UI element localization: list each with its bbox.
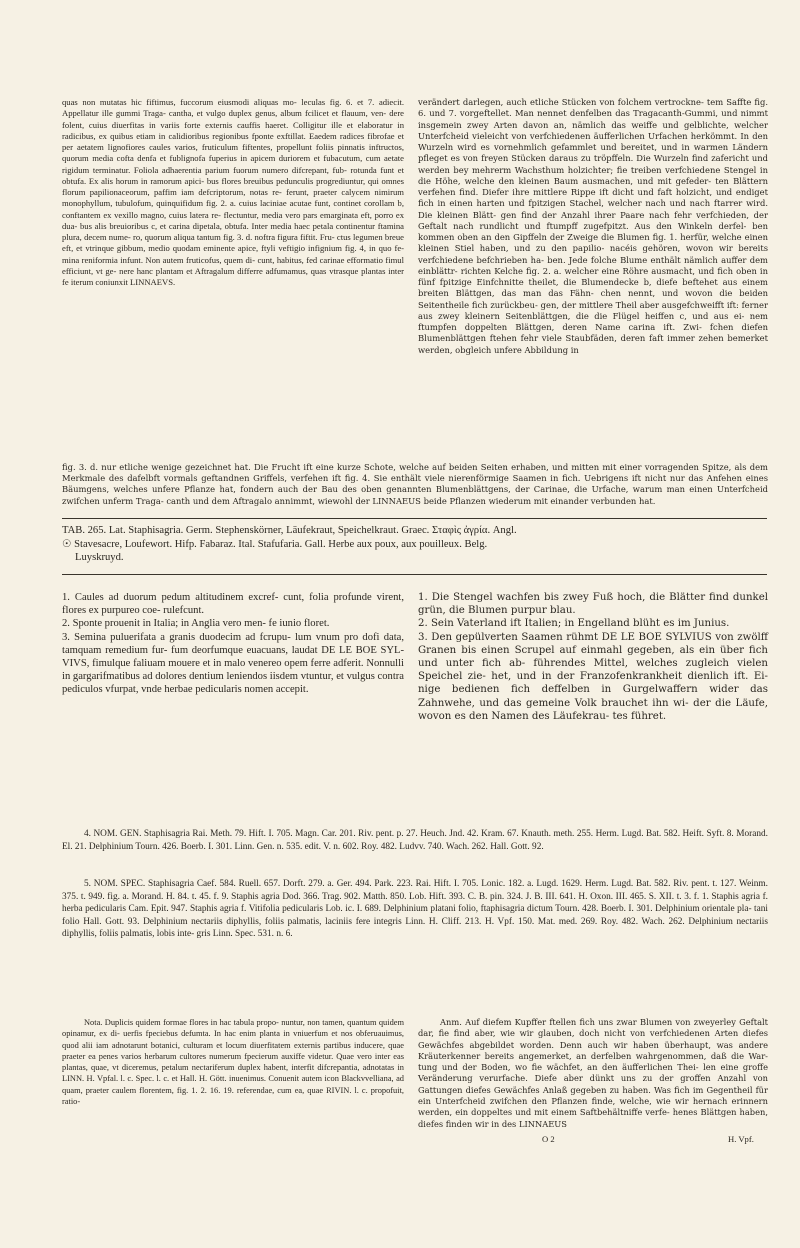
nomen-genericum: 4. NOM. GEN. Staphisagria Rai. Meth. 79. Hift. I. 705. Magn. Car. 201. Riv. pent. p. 27. Heuch. Jnd. 42. Kram. 67. Knauth. meth. 255. Herm. Lugd. Bat. 582. Heift. Syft. 8. Morand. El. 21. Delphinium Tourn. 426. Boerb. I. 301. Linn. Gen. n. 535. edit. V. n. 602. Roy. 482. Ludvv. 740. Wach. 262. Hall. Gott. 92. [62, 829, 768, 852]
signature-mark: O 2 [542, 1134, 555, 1144]
german-sections: 1. Die Stengel wachfen bis zwey Fuß hoch, die Blätter find dunkel grün, die Blumen purpur blau. 2. Sein Vaterland ift Italien; in Engelland blüht es im Junius. 3. Den gepülverten Saamen rühmt DE LE BOE SYLVIUS von zwölff Granen bis einen Scrupel auf einmahl gegeben, als ein über fich und unter fich ab- führendes Mittel, welches zugleich vielen Speichel zie- het, und in der Franzofenkrankheit dienlich ift. Ei- nige bedienen fich deffelben in Gurgelwaffern wider das Zahnwehe, und das gemeine Volk brauchet ihn wi- der die Läufe, wovon es den Namen des Läufekrau- tes führet. [418, 592, 768, 722]
top-latin-column: quas non mutatas hic fiftimus, fuccorum eiusmodi aliquas mo- leculas fig. 6. et 7. adiecit. Appellatur ille gummi Traga- cantha, et vulgo duplex genus, album fcilicet et flauum, ven- dere folent, cuius diuerfitas in variis forte externis cauffis haeret. Colligitur ille et elaboratur in radicibus, ex quibus etiam in calidioribus regionibus fponte exftillat. Eaedem radices fibrofae et per aetatem lignofiores caules varios, fruticulum fiftentes, propellunt foliis pinnatis inftructos, quorum media cofta denfa et fublignofa fuperius in apicem duriorem et fubacutum, cum aetate rigidum terminatur. Foliola adhaerentia parium fuorum numero difcrepant, fub- rotunda funt et obtufa. Ex alis horum in ramorum apici- bus flores breuibus pedunculis progrediuntur, qui omnes florum papilionaceorum, paffim iam defcriptorum, notas re- ferunt, praeter calycem nimirum monophyllum, tubulofum, quinquifidum fig. 2. a. cuius laciniae acutae funt, continet corollam b, conftantem ex vexillo magno, cuius latera re- flectuntur, media vero pars emarginata eft, porro ex dua- bus alis breuioribus c, et carina dipetala, obtufa. Inter media haec petala continentur ftamina plura, decem nume- ro, quorum aliqua tantum fig. 3. d. noftra figura fiftit. Fru- ctus legumen breue eft, et vtrinque gibbum, medio quodam eminente apice, ftyli veftigio infignium fig. 4, in quo fe- mina reniformia infunt. Non autem fruticofus, quem di- cunt, habitus, fed carinae efformatio fimul efficiunt, vt ge- nere hanc plantam et Aftragalum differre adfumamus, quas vtrasque plantas inter fe iterum coniunxit LINNAEVS. [62, 97, 404, 287]
top-german-column: verändert darlegen, auch etliche Stücken von folchem vertrockne- tem Saffte fig. 6. und 7. vorgeftellet. Man nennet denfelben das Tragacanth-Gummi, und nimmt insgemein zwey Arten davon an, nämlich das weiffe und gelblichte, welcher Unterfcheid vieleicht von verfchiedenen äufferlichen Urfachen herkömmt. In den Wurzeln wird es vornehmlich gefammlet und bereitet, und in warmen Ländern pfleget es von freyen Stücken daraus zu tröpffeln. Die Wurzeln find zafericht und werden bey mehrerm Wachsthum holzichter; fie treiben verfchiedene Stengel in die Höhe, welche den kleinen Baum ausmachen, und mit gefeder- ten Blättern verfehen find. Diefer ihre mittlere Rippe ift dicht und faft holzicht, und endiget fich in einen harten und fpitzigen Stachel, welcher nach und nach ftarrer wird. Die kleinen Blätt- gen find der Anzahl ihrer Paare nach fehr verfchieden, der Geftalt nach rundlicht und ftumpff zugefpitzt. Aus den Winkeln derfel- ben kommen oben an den Gipffeln der Zweige die Blumen fig. 1. herfür, welche einen kleinen Stiel haben, und zu den papilio- nacéis gehören, wovon wir bereits verfchiedene befchrieben ha- ben. Jede folche Blume enthält nämlich auffer dem einblättr- richten Kelche fig. 2. a. welcher eine Röhre ausmacht, und fich oben in fünf fpitzige Einfchnitte theilet, die Blumendecke b, diefe beftehet aus einem breiten Blättgen, das man das Fähn- chen nennt, und wovon die beiden Seitentheile fich zurückbeu- gen, der mittlere Theil aber ausgefchweifft ift: ferner aus zwey kleinern Seitenblättgen, die die Flügel heiffen c, und aus ei- nem ftumpfen doppelten Blättgen, deren Name carina ift. Zwi- fchen diefen Blumenblättgen ftehen fehr viele Staubfäden, deren faft immer zehen bemerket werden, obgleich unfere Abbildung in [418, 97, 768, 355]
plate-heading-line-1: TAB. 265. Lat. Staphisagria. Germ. Stephenskörner, Läufekraut, Speichelkraut. Graec. Σταφὶς ἀγρία. Angl. [62, 525, 517, 536]
plate-heading [62, 524, 767, 565]
note-latin: Nota. Duplicis quidem formae flores in hac tabula propo- nuntur, non tamen, quantum quidem opinamur, ex di- uerfis fpeciebus defumta. In hac enim planta in vniuerfum et nos obferuauimus, quod alii iam adnotarunt botanici, culturam et locum diuerfitatem externis partibus inducere, quae praeter ea penes varios herbarum cultores numerum fpecierum auxiffe videtur. Quae vero inter eas plantas, quae, vt diceremus, petalum nectariferum duplex habent, interfit difcrepantia, adnotatas in LINN. H. Vpfal. l. c. Spec. l. c. et Hall. H. Gött. inuenimus. Conuenit autem icon Blackvvelliana, ad quam, praeter caulem florentem, fig. 1. 2. 16. 19. referendae, cum ea, quae RIVIN. l. c. propofuit, ratio- [62, 1018, 404, 1107]
plate-heading-line-3: Luyskruyd. [75, 552, 124, 563]
top-full-width-continuation: fig. 3. d. nur etliche wenige gezeichnet hat. Die Frucht ift eine kurze Schote, welche auf beiden Seiten erhaben, und mitten mit einer vorragenden Spitze, als dem Merkmale des dafelbft vormals geftandnen Griffels, verfehen ift fig. 4. Sie enthält viele nierenförmige Saamen in fich. Uebrigens ift nicht nur das Anfehen eines Bäumgens, welches unfere Pflanze hat, fondern auch der Bau des oben genannten Blumenblättgens, der Carinae, die Urfache, warum man einen Unterfcheid zwifchen unferm Traga- canth und dem Aftragalo annimmt, wiewohl der LINNAEUS beide Pflanzen wiederum mit einander verbunden hat. [62, 462, 768, 506]
latin-sections: 1. Caules ad duorum pedum altitudinem excref- cunt, folia profunde virent, flores ex purpureo coe- rulefcunt. 2. Sponte prouenit in Italia; in Anglia vero men- fe iunio floret. 3. Semina puluerifata a granis duodecim ad fcrupu- lum vnum pro dofi data, tamquam remedium fur- fum deorfumque euacuans, laudat DE LE BOE SYL- VIVS, fimulque faliuam mouere et in malo venereo opem ferre adferit. Nonnulli in gargarifmatibus ad dolores dentium leniendos iisdem vtuntur, et vulgus contra pediculos vfurpat, vnde herbae pedicularis nomen accepit. [62, 592, 404, 696]
divider-top [62, 518, 767, 519]
divider-bottom [62, 574, 767, 575]
catchword: H. Vpf. [728, 1134, 754, 1144]
nomen-specificum: 5. NOM. SPEC. Staphisagria Caef. 584. Ruell. 657. Dorft. 279. a. Ger. 494. Park. 223. Rai. Hift. I. 705. Lonic. 182. a. Lugd. 1629. Herm. Lugd. Bat. 582. Riv. pent. t. 127. Weinm. 375. t. 949. fig. a. Morand. H. 84. t. 45. f. 9. Staphis agria Dod. 366. Trag. 902. Matth. 850. Lob. Hift. 393. C. B. pin. 324. J. B. III. 641. H. Oxon. III. 465. S. XII. t. 3. f. 1. Staphis agria f. herba pedicularis Cam. Epit. 947. Staphis agria f. Vitifolia pedicularis Lob. ic. I. 689. Delphinium platani folio, ftaphisagria dictum Tourn. 428. Boerb. I. 301. Delphinium orientale pla- tani folio Hall. Gott. 93. Delphinium nectariis diphyllis, foliis palmatis, laciniis fere integris Linn. H. Cliff. 213. H. Vpf. 150. Mat. med. 269. Roy. 482. Wach. 262. Delphinium nectariis diphyllis, foliis palmatis, lobis inte- gris Linn. Spec. 531. n. 6. [62, 879, 768, 940]
plate-heading-line-2: ☉ Stavesacre, Loufewort. Hifp. Fabaraz. Ital. Stafufaria. Gall. Herbe aux poux, aux pouilleux. Belg. [62, 538, 488, 550]
note-german: Anm. Auf diefem Kupffer ftellen fich uns zwar Blumen von zweyerley Geftalt dar, fie find aber, wie wir glauben, doch nicht von verfchiedenen Arten diefes Gewächfes abgebildet worden. Denn auch wir haben überhaupt, was andere Kräuterkenner bereits angemerket, an derfelben wahrgenommen, daß die War- tung und der Boden, wo fie wächfet, an den äufferlichen Thei- len eine groffe Veränderung verurfache. Diefe aber dünkt uns zu der groffen Anzahl von Gattungen diefes Gewächfes Anlaß gegeben zu haben. Was fich im Gegentheil für ein Unterfcheid zwifchen den Pflanzen finde, welche, wie wir hernach erinnern werden, ein doppeltes und mit einem Saftbehältniffe verfe- henes Blättgen haben, diefes finden wir in des LINNAEUS [418, 1017, 768, 1129]
